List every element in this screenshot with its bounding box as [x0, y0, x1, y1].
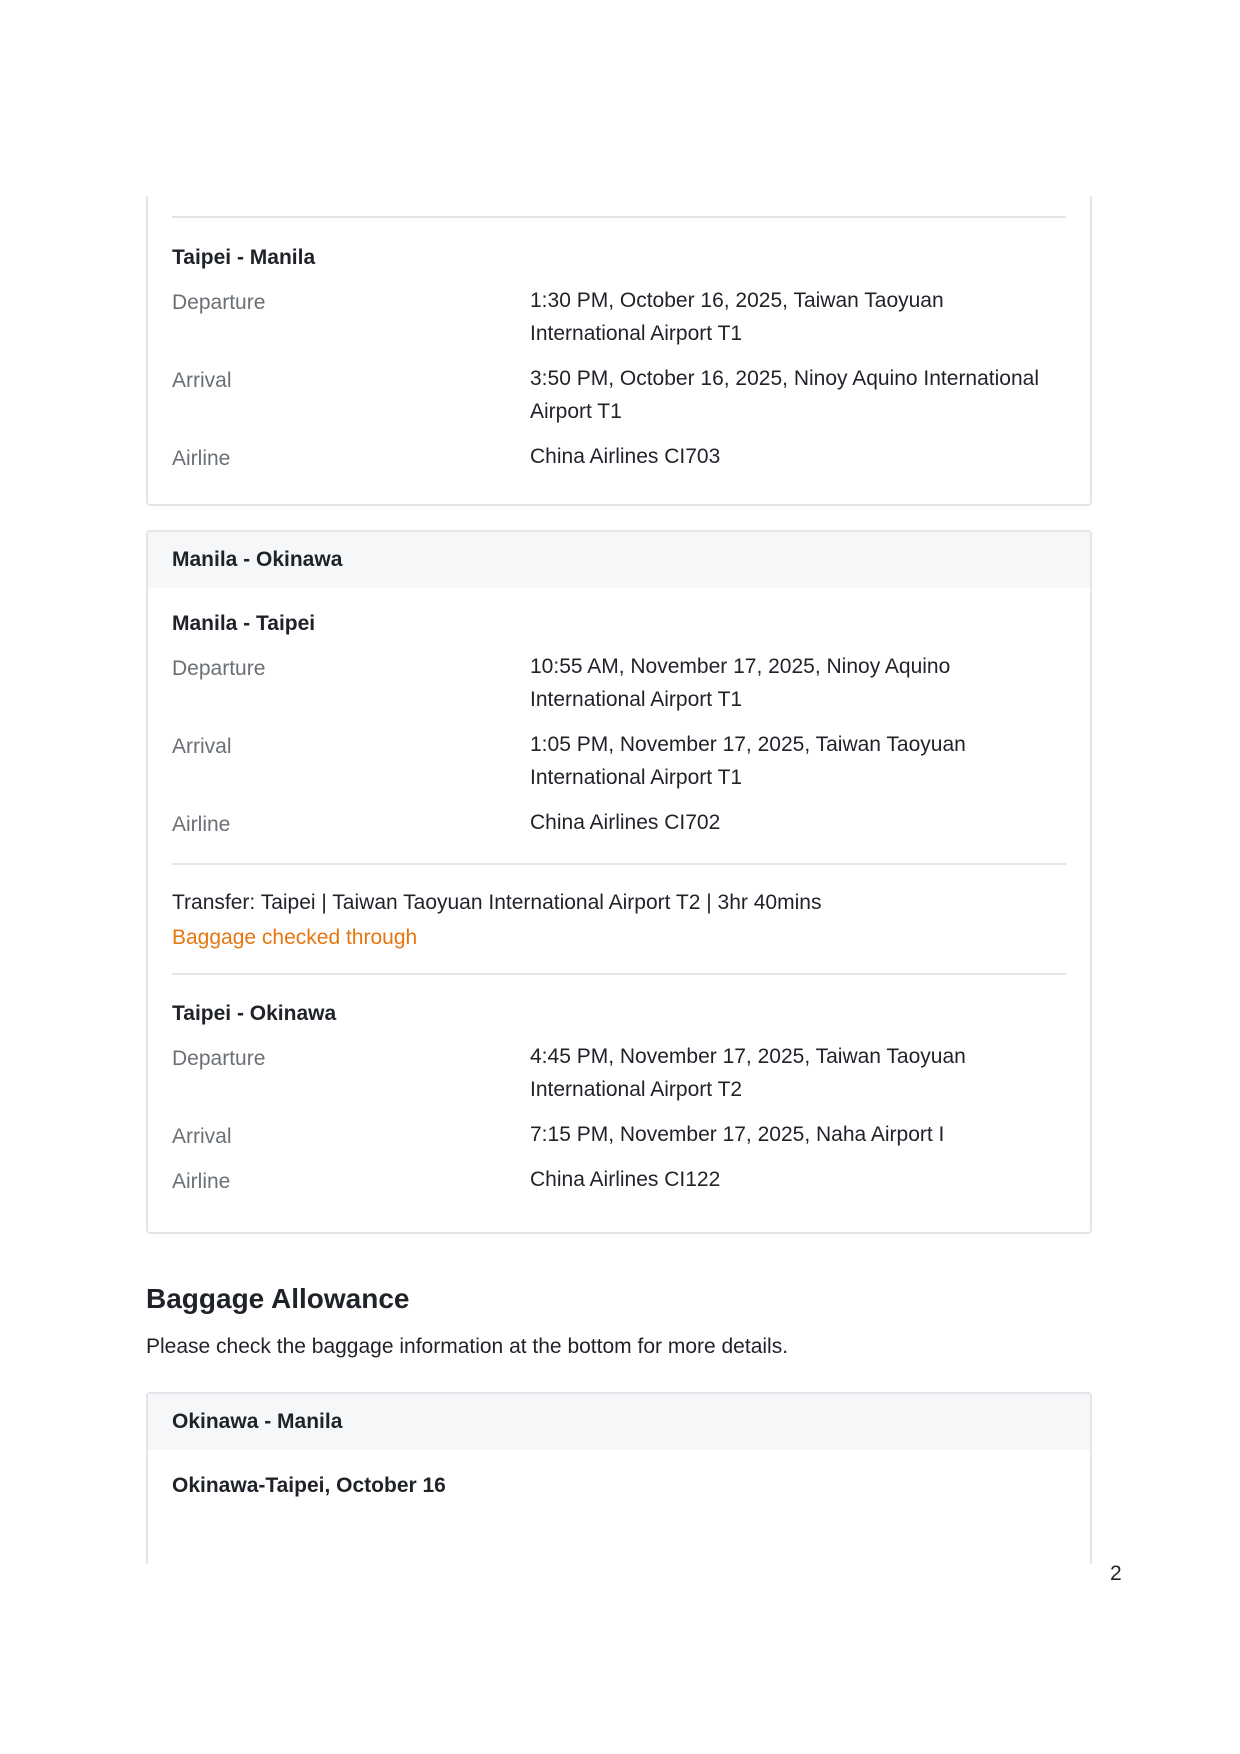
departure-label: Departure [172, 291, 266, 314]
page-number: 2 [1110, 1562, 1122, 1585]
leg-title: Taipei - Manila [172, 246, 316, 269]
departure-label: Departure [172, 657, 266, 680]
airline-label: Airline [172, 813, 231, 836]
arrival-label: Arrival [172, 1125, 232, 1148]
departure-value: 1:30 PM, October 16, 2025, Taiwan Taoyuan International Airport T1 [530, 289, 944, 345]
baggage-card-okinawa-manila [146, 1392, 1092, 1564]
card-header: Manila - Okinawa [148, 532, 1090, 588]
baggage-checked-through: Baggage checked through [172, 926, 418, 949]
flight-card-okinawa-manila-continued [146, 196, 1092, 506]
airline-value: China Airlines CI703 [530, 445, 721, 468]
arrival-label: Arrival [172, 369, 232, 392]
section-subtitle: Please check the baggage information at the bottom for more details. [146, 1335, 789, 1358]
airline-value: China Airlines CI122 [530, 1168, 721, 1191]
departure-label: Departure [172, 1047, 266, 1070]
airline-value: China Airlines CI702 [530, 811, 721, 834]
flight-card-manila-okinawa [146, 530, 1092, 1234]
leg-title: Manila - Taipei [172, 612, 316, 635]
arrival-value: 1:05 PM, November 17, 2025, Taiwan Taoyuan International Airport T1 [530, 733, 966, 789]
divider [172, 216, 1066, 218]
card-header: Okinawa - Manila [148, 1394, 1090, 1450]
arrival-value: 3:50 PM, October 16, 2025, Ninoy Aquino International Airport T1 [530, 367, 1039, 423]
airline-label: Airline [172, 447, 231, 470]
airline-label: Airline [172, 1170, 231, 1193]
divider [172, 863, 1066, 865]
departure-value: 10:55 AM, November 17, 2025, Ninoy Aquino International Airport T1 [530, 655, 951, 711]
transfer-info: Transfer: Taipei | Taiwan Taoyuan International Airport T2 | 3hr 40mins [172, 891, 822, 914]
arrival-label: Arrival [172, 735, 232, 758]
leg-title: Taipei - Okinawa [172, 1002, 337, 1025]
arrival-value: 7:15 PM, November 17, 2025, Naha Airport I [530, 1123, 945, 1146]
segment-title: Okinawa-Taipei, October 16 [172, 1474, 446, 1497]
departure-value: 4:45 PM, November 17, 2025, Taiwan Taoyuan International Airport T2 [530, 1045, 966, 1101]
section-title: Baggage Allowance [146, 1283, 410, 1314]
divider [172, 973, 1066, 975]
